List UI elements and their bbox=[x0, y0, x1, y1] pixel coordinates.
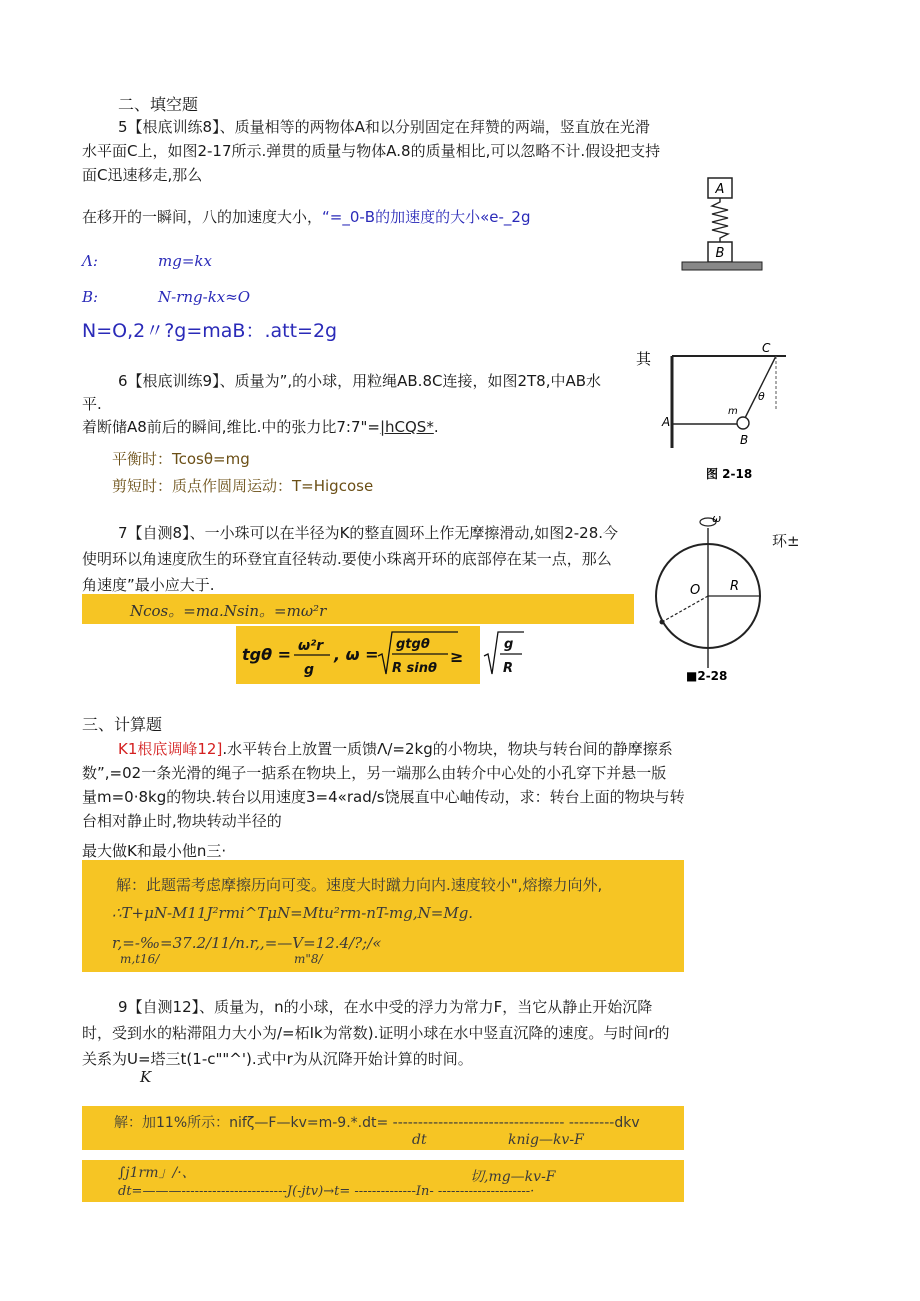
q9-line1: 9【自测12】、质量为，n的小球，在水中受的浮力为常力F，当它从静止开始沉降 bbox=[118, 998, 653, 1016]
omega-label: ω bbox=[712, 512, 722, 525]
q5-sol2-label: B: bbox=[82, 288, 99, 306]
q9-sol2-b: 切,mg—kv-F bbox=[470, 1169, 556, 1185]
svg-text:≥: ≥ bbox=[450, 647, 464, 666]
svg-text:g: g bbox=[504, 637, 514, 652]
ball bbox=[737, 417, 749, 429]
q5-sol2-eq: N-rng-kx≈O bbox=[158, 288, 251, 306]
q5-sol1-eq: mg=kx bbox=[158, 252, 212, 270]
center-o-label: O bbox=[690, 583, 701, 598]
block-a-label: A bbox=[715, 182, 725, 197]
spring bbox=[712, 198, 728, 242]
q6-line3 bbox=[82, 416, 439, 437]
point-b-label: B bbox=[740, 433, 749, 447]
q8-line5: 最大做K和最小他n三· bbox=[82, 842, 227, 860]
q7-formula-tail bbox=[482, 626, 528, 684]
rope-bc bbox=[744, 356, 776, 420]
q8-sol2: ∴T+μN-M11J²rmi^TμN=Mtu²rm-nT-mg,N=Mg. bbox=[112, 904, 474, 922]
q5-line3: 面C迅速移走,那么 bbox=[82, 166, 203, 184]
q7-sol1: Ncos。=ma.Nsin。=mω²r bbox=[130, 602, 327, 620]
point-a-label: A bbox=[662, 415, 671, 429]
radius-r-label: R bbox=[730, 579, 740, 594]
q8-sol1: 解：此题需考虑摩擦历向可变。速度大时蹴力向内.速度较小",熔擦力向外, bbox=[116, 876, 603, 894]
q8-line4: 台相对静止时,物块转动半径的 bbox=[82, 812, 282, 830]
q6-line3-end: . bbox=[433, 418, 439, 436]
q8-sol3-sub-b: m"8/ bbox=[294, 952, 323, 966]
point-c-label: C bbox=[762, 341, 771, 355]
q5-sol3: N=O,2〃?g=maB：.att=2g bbox=[82, 320, 338, 342]
q7-line2: 使明环以角速度欣生的环登宜直径转动.要使小珠离开环的底部停在某一点，那么 bbox=[82, 550, 612, 568]
q7-line1: 7【自测8】、一小珠可以在半径为K的整直圆环上作无摩擦滑动,如图2-28.今 bbox=[118, 524, 619, 542]
q9-sol2-a: ∫j1rm」/·、 bbox=[118, 1165, 196, 1181]
q8-line2: 数”,=02一条光滑的绳子一掂系在物块上，另一端那么由转介中心处的小孔穿下并悬一版 bbox=[82, 764, 667, 782]
figure-2-28 bbox=[650, 508, 770, 688]
svg-text:gtgθ: gtgθ bbox=[396, 637, 430, 652]
q9-sol1: 解：加11%所示：nifζ—F—kv=m-9.*.dt= ---------------------------------- ---------dkv bbox=[114, 1115, 640, 1131]
q5-line1: 5【根底训练8】、质量相等的两物体A和以分别固定在拜赞的两端，竖直放在光滑 bbox=[118, 118, 650, 136]
section2-title: 二、填空题 bbox=[118, 95, 199, 114]
q5-line4-answer: “=_0-B的加速度的大小«e-_2g bbox=[322, 208, 531, 226]
q5-line2: 水平面C上，如图2-17所示.弹贯的质量与物体A.8的质量相比,可以忽略不计.假设把支持 bbox=[82, 142, 661, 160]
q6-sol1: 平衡时：Tcosθ=mg bbox=[112, 450, 250, 468]
q8-sol3: r,=-‰=37.2/11/n.r,,=—V=12.4/?;/« bbox=[112, 934, 382, 952]
q9-line4: K bbox=[140, 1068, 152, 1086]
q6-line2: 平. bbox=[82, 395, 102, 413]
svg-text:ω²r: ω²r bbox=[298, 638, 324, 654]
mass-label: m bbox=[728, 406, 738, 417]
figure-2-17 bbox=[680, 176, 764, 280]
svg-text:g: g bbox=[304, 662, 315, 678]
q7-line3: 角速度”最小应大于. bbox=[82, 576, 215, 594]
bead-line bbox=[662, 596, 708, 622]
q5-sol1-label: Λ: bbox=[82, 252, 98, 270]
q7-side-label: 环± bbox=[772, 532, 800, 550]
q5-line4 bbox=[82, 206, 531, 227]
q9-line2: 时，受到水的粘滞阻力大小为/=柘Ik为常数).证明小球在水中竖直沉降的速度。与时间r的 bbox=[82, 1024, 670, 1042]
figure-corner-text: 其 bbox=[636, 350, 652, 368]
q9-line3: 关系为U=塔三t(1-c""^').式中r为从沉降开始计算的时间。 bbox=[82, 1050, 473, 1068]
bead bbox=[660, 620, 665, 625]
q6-answer: |hCQS* bbox=[379, 418, 434, 436]
support-c bbox=[682, 262, 762, 270]
q8-sol3-sub-a: m,t16/ bbox=[120, 952, 160, 966]
q6-line1: 6【根底训练9】、质量为”,的小球，用粒绳AB.8C连接，如图2T8,中AB水 bbox=[118, 372, 602, 390]
svg-text:, ω =: , ω = bbox=[334, 645, 379, 664]
svg-text:tgθ =: tgθ = bbox=[242, 645, 292, 664]
block-b-label: B bbox=[715, 246, 725, 261]
svg-text:R: R bbox=[503, 661, 514, 676]
q6-line3-text: 着断储A8前后的瞬间,维比.中的张力比7:7"= bbox=[82, 418, 380, 436]
q8-line1-text: .水平转台上放置一质馈Λ/=2kg的小物块，物块与转台间的静摩擦系 bbox=[222, 740, 673, 758]
q6-sol2: 剪短时：质点作圆周运动：T=Higcose bbox=[112, 477, 374, 495]
q9-sol1-sub-a: dt bbox=[412, 1132, 427, 1148]
figure-2-18 bbox=[632, 340, 792, 490]
q9-sol1-sub-b: knig—kv-F bbox=[508, 1132, 584, 1148]
figure-2-18-caption: 图 2-18 bbox=[706, 467, 753, 481]
q8-line1 bbox=[118, 738, 673, 759]
q8-line3: 量m=0·8kg的物块.转台以用速度3=4«rad/s饶展直中心岫传动，求：转台上面的物块与转 bbox=[82, 788, 685, 806]
q8-head: K1根底调峰12] bbox=[118, 740, 223, 758]
svg-text:R sinθ: R sinθ bbox=[392, 661, 437, 676]
q5-line4-text: 在移开的一瞬间，八的加速度大小， bbox=[82, 208, 323, 226]
q9-sol2-c: dt=———------------------------J(-jtv)→t= --------------In- ---------------------· bbox=[118, 1184, 535, 1199]
theta-label: θ bbox=[758, 390, 765, 403]
figure-2-28-caption: ■2-28 bbox=[686, 669, 728, 683]
section3-title: 三、计算题 bbox=[82, 715, 163, 734]
q7-formula bbox=[236, 626, 480, 684]
